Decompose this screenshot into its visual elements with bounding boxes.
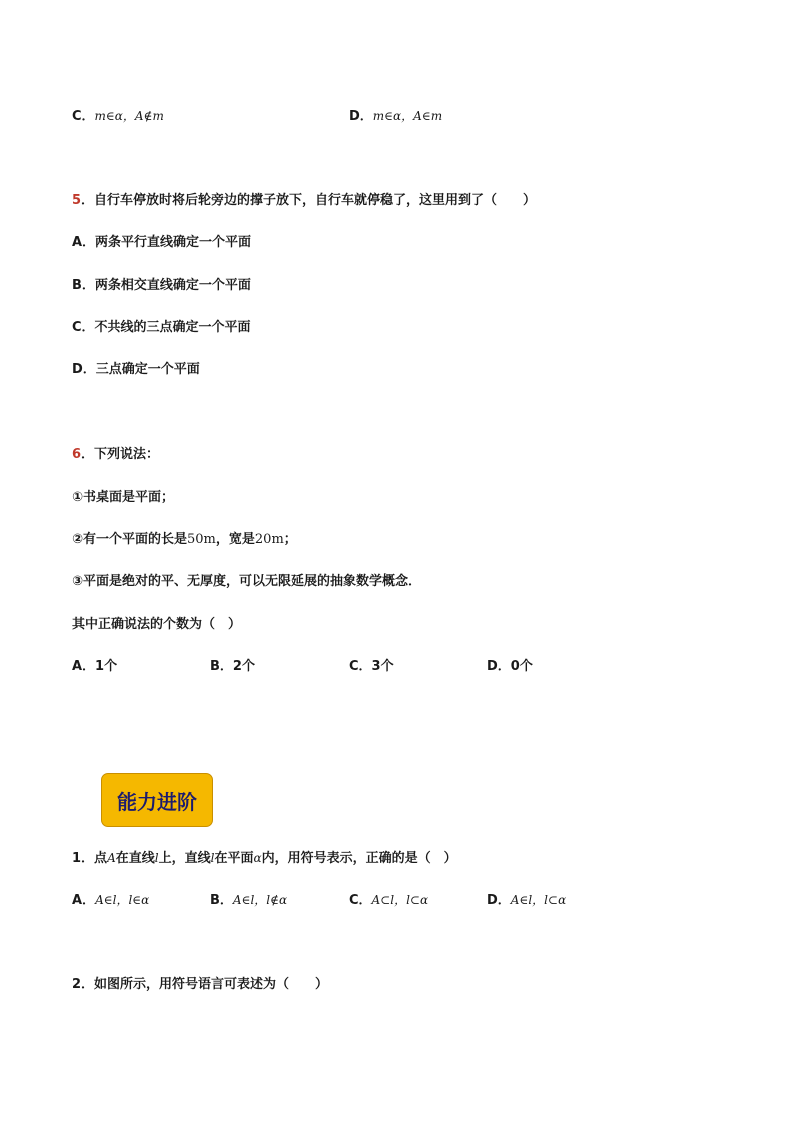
option-label: D． xyxy=(349,109,373,124)
option-label: C． xyxy=(72,109,95,124)
question-text: 在平面 xyxy=(214,851,254,866)
ability-question-2-stem xyxy=(72,976,328,994)
ability-question-1-option-a xyxy=(72,891,149,910)
ability-question-1-option-b xyxy=(210,891,287,910)
line-symbol: l xyxy=(154,851,159,865)
question-5-stem xyxy=(72,192,536,210)
question-text: ．如图所示，用符号语言可表述为（ ） xyxy=(81,977,329,992)
value-width: 20m xyxy=(254,532,284,547)
line-symbol: l xyxy=(210,851,215,865)
question-number: 5 xyxy=(72,193,82,208)
question-number: 2 xyxy=(72,977,82,992)
option-math: A⊂l，l⊂α xyxy=(371,893,429,907)
question-text: 上，直线 xyxy=(158,851,211,866)
question-text: 内，用符号表示，正确的是（ ） xyxy=(261,851,457,866)
question-6-ask: 其中正确说法的个数为（ ） xyxy=(72,617,242,632)
ability-question-1-option-c xyxy=(349,891,428,910)
statement-text: ②有一个平面的长是 xyxy=(72,532,188,547)
section-badge: 能力进阶 xyxy=(101,773,213,827)
question-number: 1 xyxy=(72,851,82,866)
option-math: A∈l，l∉α xyxy=(232,893,288,907)
option-c-prev xyxy=(72,107,164,126)
question-text: ．下列说法： xyxy=(81,447,160,462)
question-5-option-c: C．不共线的三点确定一个平面 xyxy=(72,320,251,335)
statement-text: ； xyxy=(283,532,297,547)
statement-1: ①书桌面是平面； xyxy=(72,490,175,505)
question-6-stem xyxy=(72,446,159,464)
option-label: C． xyxy=(349,893,372,908)
option-math: A∈l，l∈α xyxy=(95,893,150,907)
plane-symbol: α xyxy=(253,851,262,865)
statement-3: ③平面是绝对的平、无厚度，可以无限延展的抽象数学概念． xyxy=(72,574,422,589)
option-label: B． xyxy=(210,893,233,908)
option-math: A∈l，l⊂α xyxy=(510,893,567,907)
option-math: m∈α，A∉m xyxy=(94,109,164,123)
ability-question-1-option-d xyxy=(487,891,566,910)
statement-text: ，宽是 xyxy=(215,532,255,547)
question-6-option-a: A．1个 xyxy=(72,659,118,674)
value-length: 50m xyxy=(187,532,216,547)
option-math: m∈α，A∈m xyxy=(372,109,443,123)
question-6-option-d: D．0个 xyxy=(487,659,533,674)
question-number: 6 xyxy=(72,447,82,462)
question-text: 在直线 xyxy=(115,851,155,866)
question-text: ．点 xyxy=(81,851,108,866)
option-label: A． xyxy=(72,893,96,908)
question-6-option-b: B．2个 xyxy=(210,659,255,674)
question-5-option-a: A．两条平行直线确定一个平面 xyxy=(72,235,252,250)
question-5-option-d: D．三点确定一个平面 xyxy=(72,362,200,377)
option-label: D． xyxy=(487,893,511,908)
statement-2 xyxy=(72,531,297,549)
ability-question-1-stem xyxy=(72,849,457,868)
option-d-prev xyxy=(349,107,442,126)
point-symbol: A xyxy=(107,851,116,865)
question-5-option-b: B．两条相交直线确定一个平面 xyxy=(72,278,251,293)
question-6-option-c: C．3个 xyxy=(349,659,394,674)
question-text: ．自行车停放时将后轮旁边的撑子放下，自行车就停稳了，这里用到了（ ） xyxy=(81,193,537,208)
